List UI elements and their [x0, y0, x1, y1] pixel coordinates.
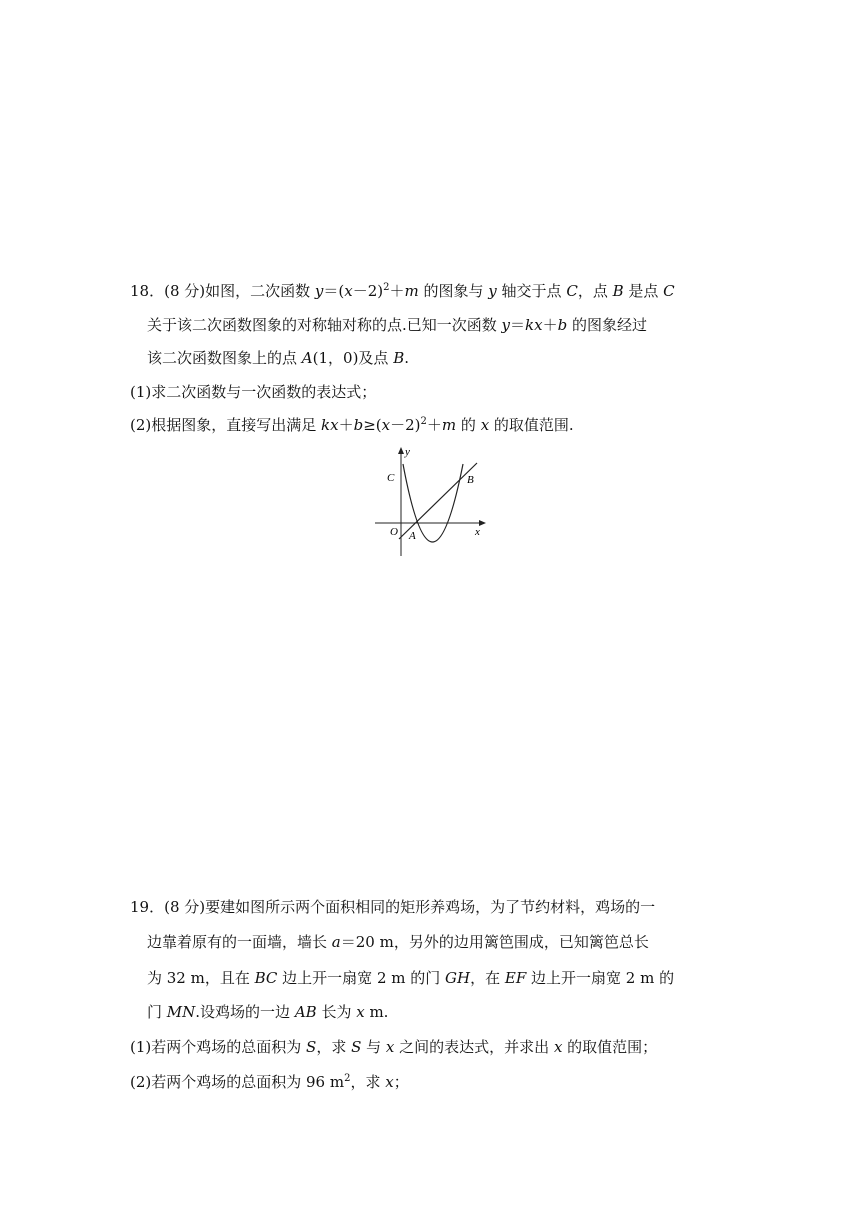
var: y: [488, 282, 497, 300]
var: B: [612, 282, 624, 300]
q19-part-1: [130, 1037, 657, 1057]
q19-score: (8 分): [164, 898, 206, 916]
exponent: 2: [344, 1073, 351, 1084]
text: ＝20 m，另外的边用篱笆围成，已知篱笆总长: [340, 933, 649, 951]
var: BC: [254, 969, 278, 987]
q19-number: 19．: [130, 898, 165, 916]
text: 的取值范围.: [489, 416, 574, 434]
text: 是点: [623, 282, 664, 300]
text: ＝: [510, 316, 526, 334]
text: 边上开一扇宽 2 m 的门: [277, 969, 446, 987]
var: C: [566, 282, 578, 300]
var: x: [381, 416, 391, 434]
q18-figure: [370, 444, 490, 560]
var: y: [501, 316, 511, 334]
y-axis-arrow: [398, 447, 404, 454]
origin-label: O: [390, 526, 398, 538]
text: (2)若两个鸡场的总面积为 96 m: [130, 1073, 345, 1091]
text: 该二次函数图象上的点: [147, 349, 302, 367]
q18-line-2: [147, 315, 647, 335]
q18-part-1: [130, 382, 376, 402]
var: kx: [525, 316, 543, 334]
x-label: x: [475, 526, 480, 538]
text: ＋: [338, 416, 354, 434]
var: x: [385, 1073, 394, 1091]
text: 的取值范围；: [562, 1038, 658, 1056]
text: ，求: [350, 1073, 386, 1091]
text: 之间的表达式，并求出: [394, 1038, 554, 1056]
text: (2)根据图象，直接写出满足: [130, 416, 322, 434]
text: －2): [390, 416, 421, 434]
q18-line-1: [130, 281, 675, 301]
q18-score: (8 分): [164, 282, 206, 300]
text: 的图象与: [418, 282, 489, 300]
text: 轴交于点: [496, 282, 567, 300]
q18-part-2: [130, 415, 574, 435]
q18-line-3: [147, 348, 409, 368]
var: x: [480, 416, 490, 434]
var: x: [344, 282, 353, 300]
var: y: [314, 282, 324, 300]
point-label-b: B: [467, 474, 474, 486]
text: (1)求二次函数与一次函数的表达式；: [130, 383, 377, 401]
var: x: [356, 1003, 365, 1021]
text: 关于该二次函数图象的对称轴对称的点.已知一次函数: [147, 316, 502, 334]
q19-line-1: [130, 897, 655, 917]
point-label-a: A: [409, 530, 416, 542]
var: x: [385, 1038, 395, 1056]
text: ；: [393, 1073, 409, 1091]
q18-number: 18．: [130, 282, 165, 300]
text: ＝(: [323, 282, 345, 300]
y-label: y: [405, 446, 410, 458]
var: a: [331, 933, 341, 951]
var: S: [306, 1038, 317, 1056]
var: GH: [445, 969, 471, 987]
var: EF: [504, 969, 527, 987]
text: ，求: [316, 1038, 352, 1056]
text: m.: [364, 1003, 389, 1021]
var: AB: [294, 1003, 317, 1021]
text: 的图象经过: [567, 316, 648, 334]
text: 如图，二次函数: [205, 282, 315, 300]
var: b: [353, 416, 364, 434]
text: 的: [456, 416, 481, 434]
text: (1，0)及点: [312, 349, 394, 367]
text: 与: [361, 1038, 386, 1056]
text: .: [404, 349, 409, 367]
point-label-c: C: [387, 472, 395, 484]
text: 要建如图所示两个面积相同的矩形养鸡场，为了节约材料，鸡场的一: [205, 898, 656, 916]
text: ≥(: [363, 416, 382, 434]
text: ＋: [389, 282, 405, 300]
var: B: [393, 349, 405, 367]
text: ＋: [542, 316, 558, 334]
var: A: [301, 349, 313, 367]
var: m: [441, 416, 457, 434]
text: ，在: [470, 969, 505, 987]
var: x: [553, 1038, 563, 1056]
q19-line-2: [147, 932, 649, 952]
var: m: [404, 282, 419, 300]
text: .设鸡场的一边: [195, 1003, 295, 1021]
text: 为 32 m，且在: [147, 969, 255, 987]
x-axis-arrow: [479, 520, 486, 526]
var: S: [351, 1038, 362, 1056]
q19-line-3: [147, 968, 674, 988]
q19-line-4: [147, 1002, 388, 1022]
text: －2): [352, 282, 384, 300]
q19-part-2: [130, 1072, 409, 1092]
text: 边上开一扇宽 2 m 的: [526, 969, 675, 987]
exponent: 2: [383, 282, 390, 293]
var: kx: [321, 416, 339, 434]
text: ，点: [577, 282, 613, 300]
var: C: [663, 282, 675, 300]
var: MN: [166, 1003, 196, 1021]
text: 边靠着原有的一面墙，墙长: [147, 933, 332, 951]
text: ＋: [426, 416, 442, 434]
text: (1)若两个鸡场的总面积为: [130, 1038, 307, 1056]
text: 门: [147, 1003, 167, 1021]
var: b: [557, 316, 568, 334]
exponent: 2: [420, 416, 427, 427]
text: 长为: [316, 1003, 357, 1021]
